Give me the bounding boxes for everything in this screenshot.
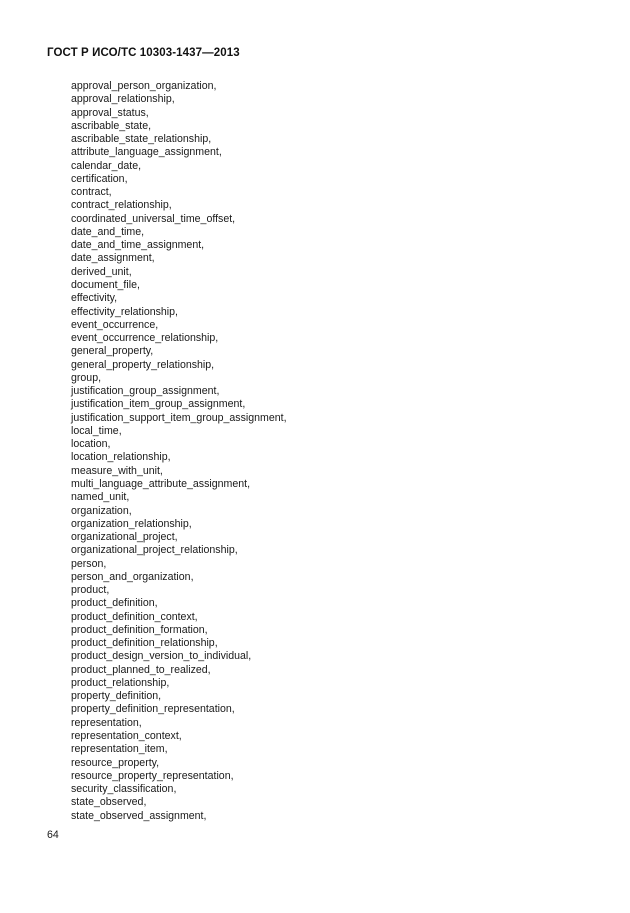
list-item: approval_status,: [71, 106, 149, 119]
list-item: date_and_time,: [71, 225, 145, 238]
list-item: calendar_date,: [71, 159, 142, 172]
list-item: product_definition,: [71, 597, 158, 610]
list-item: event_occurrence_relationship,: [71, 332, 219, 345]
list-item: ascribable_state,: [71, 119, 152, 132]
list-item: person,: [71, 557, 107, 570]
list-item: approval_person_organization,: [71, 80, 217, 92]
list-item: date_assignment,: [71, 252, 155, 265]
list-item: approval_relationship,: [71, 93, 175, 106]
document-header: ГОСТ Р ИСО/ТС 10303-1437—2013: [47, 47, 240, 59]
list-item: group,: [71, 371, 102, 384]
list-item: state_observed_assignment,: [71, 809, 207, 822]
list-item: product,: [71, 584, 110, 597]
list-item: contract,: [71, 186, 112, 199]
page-number: 64: [47, 829, 59, 841]
list-item: effectivity,: [71, 292, 118, 305]
list-item: location_relationship,: [71, 451, 171, 464]
list-item: security_classification,: [71, 783, 177, 796]
list-item: contract_relationship,: [71, 199, 172, 212]
list-item: certification,: [71, 172, 128, 185]
list-item: organization_relationship,: [71, 517, 192, 530]
list-item: multi_language_attribute_assignment,: [71, 477, 251, 490]
list-item: product_relationship,: [71, 676, 170, 689]
entity-list: [71, 80, 287, 823]
list-item: organizational_project,: [71, 531, 178, 544]
list-item: named_unit,: [71, 491, 130, 504]
list-item: event_occurrence,: [71, 318, 159, 331]
list-item: resource_property_representation,: [71, 769, 234, 782]
list-item: product_planned_to_realized,: [71, 663, 211, 676]
list-item: effectivity_relationship,: [71, 305, 178, 318]
list-item: justification_item_group_assignment,: [71, 398, 246, 411]
list-item: property_definition_representation,: [71, 703, 235, 716]
list-item: general_property,: [71, 345, 154, 358]
list-item: general_property_relationship,: [71, 358, 215, 371]
list-item: person_and_organization,: [71, 570, 194, 583]
list-item: ascribable_state_relationship,: [71, 133, 212, 146]
list-item: measure_with_unit,: [71, 464, 163, 477]
list-item: representation_context,: [71, 730, 182, 743]
list-item: product_definition_formation,: [71, 623, 208, 636]
list-item: location,: [71, 438, 111, 451]
list-item: property_definition,: [71, 690, 162, 703]
list-item: date_and_time_assignment,: [71, 239, 205, 252]
list-item: derived_unit,: [71, 265, 132, 278]
list-item: product_definition_relationship,: [71, 637, 218, 650]
list-item: product_definition_context,: [71, 610, 198, 623]
list-item: state_observed,: [71, 796, 147, 809]
list-item: product_design_version_to_individual,: [71, 650, 252, 663]
list-item: organizational_project_relationship,: [71, 544, 238, 557]
list-item: justification_group_assignment,: [71, 385, 220, 398]
list-item: local_time,: [71, 424, 122, 437]
list-item: representation_item,: [71, 743, 168, 756]
list-item: organization,: [71, 504, 132, 517]
list-item: attribute_language_assignment,: [71, 146, 222, 159]
list-item: resource_property,: [71, 756, 160, 769]
list-item: coordinated_universal_time_offset,: [71, 212, 236, 225]
list-item: justification_support_item_group_assignment,: [71, 411, 287, 424]
list-item: document_file,: [71, 278, 140, 291]
list-item: representation,: [71, 716, 142, 729]
